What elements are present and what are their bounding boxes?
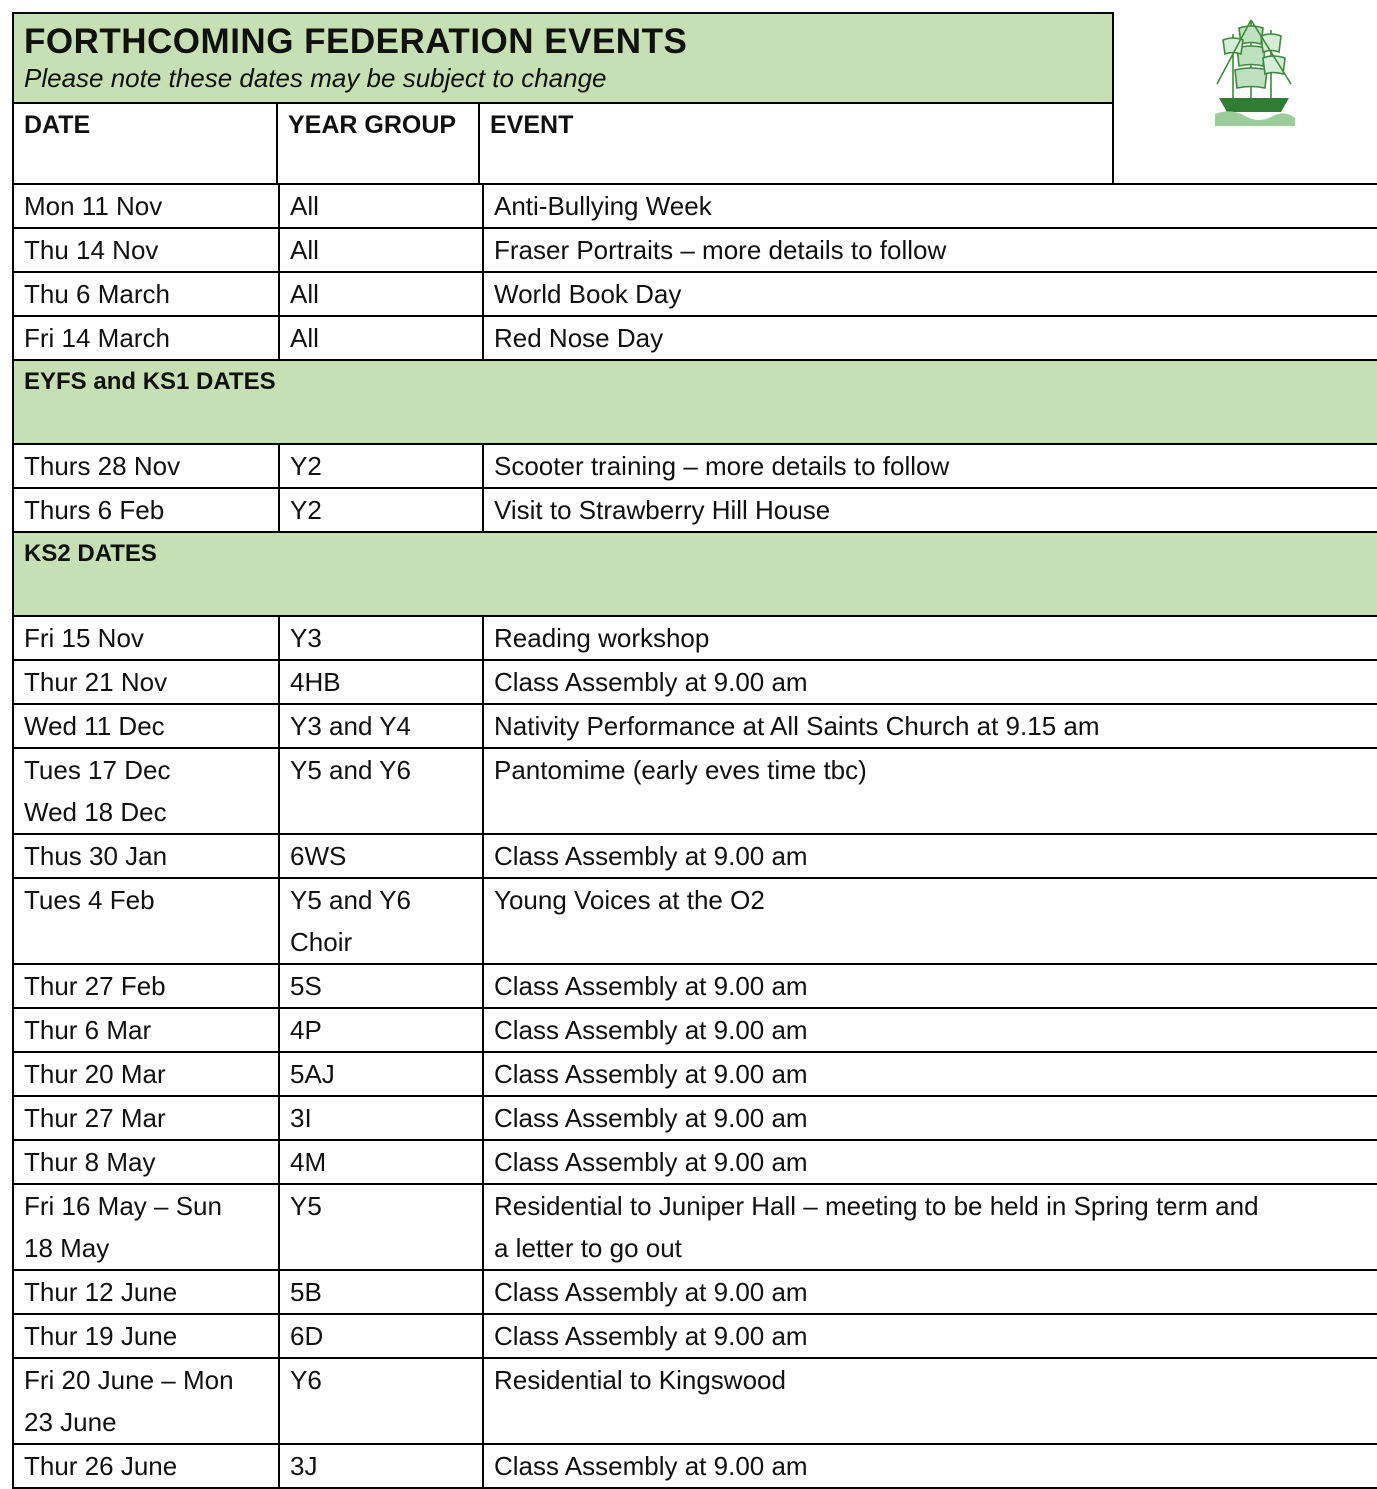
table-row — [13, 1444, 1377, 1488]
column-header-year-group: YEAR GROUP — [276, 104, 478, 185]
table-row — [13, 185, 1377, 228]
year-group-cell: All — [279, 316, 483, 360]
date-cell: Thu 6 March — [13, 272, 279, 316]
page-title: FORTHCOMING FEDERATION EVENTS — [24, 22, 688, 61]
event-cell: World Book Day — [483, 272, 1377, 316]
year-group-cell: 5B — [279, 1270, 483, 1314]
event-cell: Class Assembly at 9.00 am — [483, 1314, 1377, 1358]
date-cell: Thur 6 Mar — [13, 1008, 279, 1052]
date-cell: Thur 27 Mar — [13, 1096, 279, 1140]
table-row — [13, 616, 1377, 660]
event-cell: Class Assembly at 9.00 am — [483, 1008, 1377, 1052]
year-group-cell: Y5 and Y6 Choir — [279, 878, 483, 964]
date-cell: Thur 8 May — [13, 1140, 279, 1184]
event-cell: Class Assembly at 9.00 am — [483, 1270, 1377, 1314]
table-row — [13, 1052, 1377, 1096]
event-cell: Visit to Strawberry Hill House — [483, 488, 1377, 532]
event-cell: Pantomime (early eves time tbc) — [483, 748, 1377, 834]
table-row — [13, 660, 1377, 704]
events-table — [12, 185, 1377, 1489]
logo-cell — [1114, 12, 1377, 185]
year-group-cell: 6D — [279, 1314, 483, 1358]
table-row — [13, 1358, 1377, 1444]
event-cell: Class Assembly at 9.00 am — [483, 1052, 1377, 1096]
event-cell: Fraser Portraits – more details to follow — [483, 228, 1377, 272]
date-cell: Wed 11 Dec — [13, 704, 279, 748]
section-header-row — [13, 360, 1377, 444]
table-row — [13, 1184, 1377, 1270]
year-group-cell: 4HB — [279, 660, 483, 704]
table-row — [13, 1096, 1377, 1140]
year-group-cell: 4P — [279, 1008, 483, 1052]
date-cell: Thurs 6 Feb — [13, 488, 279, 532]
event-cell: Class Assembly at 9.00 am — [483, 834, 1377, 878]
date-cell: Thus 30 Jan — [13, 834, 279, 878]
event-cell: Class Assembly at 9.00 am — [483, 1444, 1377, 1488]
table-row — [13, 704, 1377, 748]
date-cell: Fri 14 March — [13, 316, 279, 360]
event-cell: Reading workshop — [483, 616, 1377, 660]
date-cell: Thur 20 Mar — [13, 1052, 279, 1096]
date-cell: Mon 11 Nov — [13, 185, 279, 228]
year-group-cell: 5S — [279, 964, 483, 1008]
event-cell: Residential to Juniper Hall – meeting to be held in Spring term and a letter to go out — [483, 1184, 1377, 1270]
date-cell: Thur 19 June — [13, 1314, 279, 1358]
year-group-cell: 3I — [279, 1096, 483, 1140]
table-row — [13, 834, 1377, 878]
year-group-cell: 3J — [279, 1444, 483, 1488]
date-cell: Tues 4 Feb — [13, 878, 279, 964]
title-banner — [12, 12, 1114, 104]
date-cell: Thur 26 June — [13, 1444, 279, 1488]
event-cell: Class Assembly at 9.00 am — [483, 1096, 1377, 1140]
table-row — [13, 878, 1377, 964]
year-group-cell: 4M — [279, 1140, 483, 1184]
table-row — [13, 1140, 1377, 1184]
date-cell: Thur 27 Feb — [13, 964, 279, 1008]
event-cell: Residential to Kingswood — [483, 1358, 1377, 1444]
year-group-cell: All — [279, 228, 483, 272]
table-row — [13, 1314, 1377, 1358]
event-cell: Nativity Performance at All Saints Church at 9.15 am — [483, 704, 1377, 748]
events-document — [12, 12, 1377, 1489]
column-header-event: EVENT — [478, 104, 1114, 185]
page-subtitle: Please note these dates may be subject to change — [24, 63, 607, 93]
date-cell: Thu 14 Nov — [13, 228, 279, 272]
year-group-cell: Y5 — [279, 1184, 483, 1270]
year-group-cell: 5AJ — [279, 1052, 483, 1096]
year-group-cell: Y3 and Y4 — [279, 704, 483, 748]
section-header-row — [13, 532, 1377, 616]
date-cell: Fri 15 Nov — [13, 616, 279, 660]
event-cell: Class Assembly at 9.00 am — [483, 964, 1377, 1008]
year-group-cell: Y6 — [279, 1358, 483, 1444]
document-header — [12, 12, 1377, 185]
table-row — [13, 1008, 1377, 1052]
event-cell: Red Nose Day — [483, 316, 1377, 360]
year-group-cell: Y5 and Y6 — [279, 748, 483, 834]
section-title: EYFS and KS1 DATES — [13, 360, 1377, 444]
event-cell: Anti-Bullying Week — [483, 185, 1377, 228]
date-cell: Thur 21 Nov — [13, 660, 279, 704]
table-row — [13, 228, 1377, 272]
table-row — [13, 316, 1377, 360]
event-cell: Class Assembly at 9.00 am — [483, 1140, 1377, 1184]
date-cell: Fri 16 May – Sun 18 May — [13, 1184, 279, 1270]
year-group-cell: All — [279, 185, 483, 228]
event-cell: Young Voices at the O2 — [483, 878, 1377, 964]
table-row — [13, 444, 1377, 488]
table-row — [13, 488, 1377, 532]
date-cell: Thur 12 June — [13, 1270, 279, 1314]
ship-icon — [1211, 14, 1297, 128]
year-group-cell: Y2 — [279, 444, 483, 488]
event-cell: Scooter training – more details to follow — [483, 444, 1377, 488]
year-group-cell: Y2 — [279, 488, 483, 532]
event-cell: Class Assembly at 9.00 am — [483, 660, 1377, 704]
table-row — [13, 272, 1377, 316]
date-cell: Fri 20 June – Mon 23 June — [13, 1358, 279, 1444]
column-header-date: DATE — [12, 104, 276, 185]
year-group-cell: All — [279, 272, 483, 316]
year-group-cell: Y3 — [279, 616, 483, 660]
section-title: KS2 DATES — [13, 532, 1377, 616]
table-row — [13, 964, 1377, 1008]
table-row — [13, 1270, 1377, 1314]
date-cell: Thurs 28 Nov — [13, 444, 279, 488]
year-group-cell: 6WS — [279, 834, 483, 878]
table-row — [13, 748, 1377, 834]
date-cell: Tues 17 Dec Wed 18 Dec — [13, 748, 279, 834]
